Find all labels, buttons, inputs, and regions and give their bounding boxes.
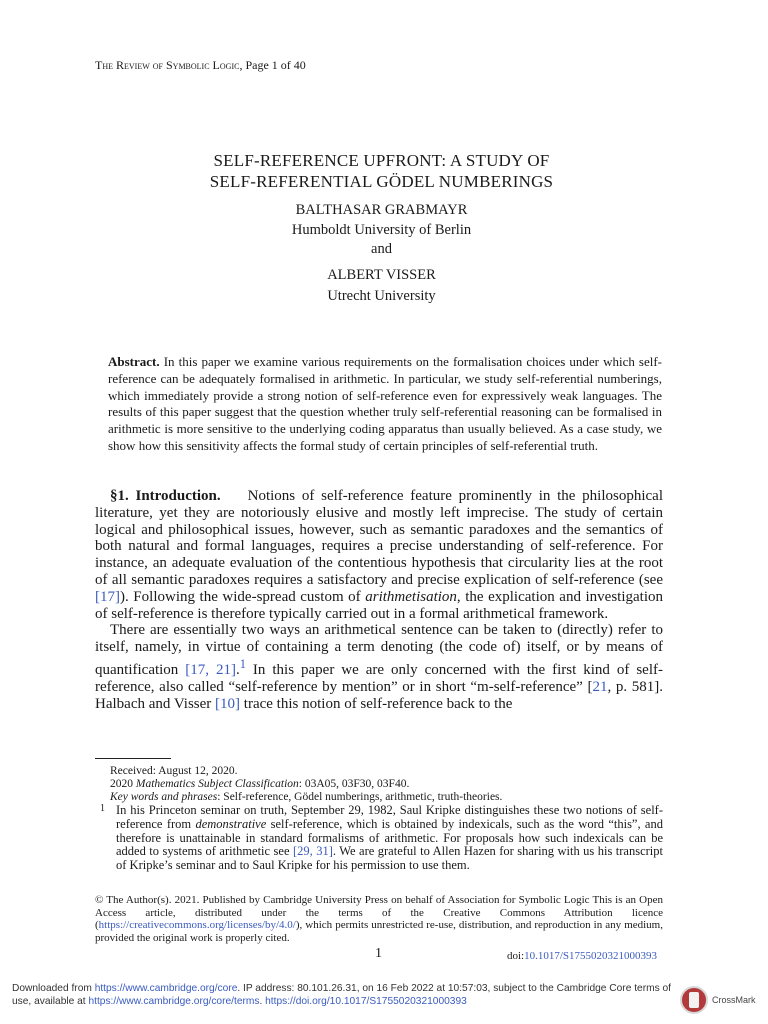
text-span: In this paper we are only concerned with the first kind of self-reference, also called “self-reference by mention” or in short “m-self-reference” [ xyxy=(95,661,663,695)
doi-link[interactable]: 10.1017/S1755020321000393 xyxy=(524,950,658,962)
footnote-link[interactable]: 1 xyxy=(239,656,246,671)
text-span: trace this notion of self-reference back to the xyxy=(240,695,513,712)
text-span: . We are grateful to Allen Hazen for sharing with us his transcript of Kripke’s seminar and to Saul Kripke for his permission to use them. xyxy=(116,844,664,873)
download-notice xyxy=(12,982,692,1008)
title-line-2: SELF-REFERENTIAL GÖDEL NUMBERINGS xyxy=(209,172,554,191)
footnote-1 xyxy=(95,804,663,873)
doi-label: doi: xyxy=(507,950,525,962)
citation-link[interactable]: [17] xyxy=(95,588,120,605)
crossmark-icon[interactable] xyxy=(680,986,708,1014)
keywords-label: Key words and phrases xyxy=(110,791,218,803)
intro-paragraph-2 xyxy=(95,622,663,712)
text-span: ), which permits unrestricted re-use, distribution, and reproduction in any medium, provided the original work is properly cited. xyxy=(95,919,663,944)
received-date: Received: August 12, 2020. xyxy=(110,765,238,777)
footnote-rule xyxy=(95,758,171,759)
author-conjunction: and xyxy=(371,241,392,257)
journal-name: The Review of Symbolic Logic xyxy=(95,58,240,72)
citation-link[interactable]: 21 xyxy=(592,678,608,695)
doi xyxy=(507,950,657,962)
msc-label: Mathematics Subject Classification xyxy=(135,778,299,790)
cambridge-core-link[interactable]: https://www.cambridge.org/core xyxy=(94,983,238,994)
emphasis: arithmetisation xyxy=(365,588,457,605)
crossmark-badge[interactable] xyxy=(680,986,756,1014)
doi-url-link[interactable]: https://doi.org/10.1017/S1755020321000393 xyxy=(265,996,467,1007)
title-line-1: SELF-REFERENCE UPFRONT: A STUDY OF xyxy=(213,151,550,170)
text-span: self-reference, which is obtained by indexicals, such as the word “this”, and therefore is unattainable in standard formalisms of arithmetic. For proposals how such indexicals can be added to systems of arithmetic see xyxy=(116,816,663,859)
terms-link[interactable]: https://www.cambridge.org/core/terms xyxy=(88,996,260,1007)
text-span: © The Author(s). 2021. Published by Cambridge University Press on behalf of Association for Symbolic Logic This is an Open Access article, distributed under the terms of the Creative Commons Attribution licence ( xyxy=(95,894,663,932)
copyright-notice xyxy=(95,894,663,944)
emphasis: demonstrative xyxy=(195,816,267,831)
text-span: , p. 581]. Halbach and Visser xyxy=(95,678,663,712)
page-number: 1 xyxy=(375,946,382,961)
page-info: , Page 1 of 40 xyxy=(239,58,306,72)
running-header xyxy=(95,58,306,73)
text-span: . xyxy=(235,661,240,678)
footnote-number: 1 xyxy=(100,803,105,814)
affiliation-2: Utrecht University xyxy=(327,288,436,304)
text-span: There are essentially two ways an arithmetical sentence can be taken to (directly) refer to itself, namely, in virtue of containing a term denoting (the code of) itself, or by means of quantification xyxy=(95,622,663,678)
affiliation-1: Humboldt University of Berlin xyxy=(291,222,472,238)
section-heading: §1. Introduction. xyxy=(110,488,221,504)
abstract-text: In this paper we examine various requirements on the formalisation choices under which self-reference can be adequately formalised in arithmetic. In particular, we study self-referential numberings, which immediately provide a strong notion of self-reference even for expressively weak languages. The results of this paper suggest that the question whether truly self-referential reasoning can be formalised in arithmetic is more sensitive to the underlying coding apparatus than usually believed. As a case study, we show how this sensitivity affects the formal study of certain principles of self-referential truth. xyxy=(108,354,662,453)
text-span: 2020 xyxy=(110,778,136,790)
abstract xyxy=(108,354,662,455)
license-link[interactable]: https://creativecommons.org/licenses/by/4.0/ xyxy=(98,919,296,932)
text-span: , the explication and investigation of self-reference is therefore typically carried out in a formal arithmetical framework. xyxy=(95,588,664,622)
intro-paragraph-1 xyxy=(95,488,663,622)
author-1: BALTHASAR GRABMAYR xyxy=(295,202,468,218)
abstract-label: Abstract. xyxy=(108,354,160,369)
msc-line xyxy=(110,778,502,791)
keywords-text: : Self-reference, Gödel numberings, arithmetic, truth-theories. xyxy=(217,791,503,803)
citation-link[interactable]: [29, 31] xyxy=(292,844,333,859)
text-span: Notions of self-reference feature prominently in the philosophical literature, yet they are notoriously elusive and mostly left imprecise. The study of certain logical and philosophical issues, however, such as semantic paradoxes and the semantics of both natural and formal languages, requires a precise understanding of self-reference. For instance, an adequate evaluation of the contentious hypothesis that circularity lies at the root of all semantic paradoxes requires a satisfactory and precise explication of self-reference (see xyxy=(95,488,663,588)
text-span: . xyxy=(259,996,266,1007)
author-2: ALBERT VISSER xyxy=(327,267,436,283)
text-span: Downloaded from xyxy=(12,983,95,994)
footnote-text xyxy=(116,804,663,873)
text-span: In his Princeton seminar on truth, September 29, 1982, Saul Kripke distinguishes these two notions of self-reference from xyxy=(116,803,663,831)
crossmark-label: CrossMark xyxy=(712,995,756,1005)
paper-title xyxy=(95,150,668,192)
citation-link[interactable]: [17, 21] xyxy=(185,661,236,678)
citation-link[interactable]: [10] xyxy=(215,695,241,712)
msc-codes: : 03A05, 03F30, 03F40. xyxy=(298,778,410,790)
text-span: ). Following the wide-spread custom of xyxy=(120,588,366,605)
body-text xyxy=(95,488,663,712)
text-span: . IP address: 80.101.26.31, on 16 Feb 2022 at 10:57:03, subject to the Cambridge Core terms of use, available at xyxy=(12,983,671,1007)
footnote-metadata xyxy=(110,765,502,804)
